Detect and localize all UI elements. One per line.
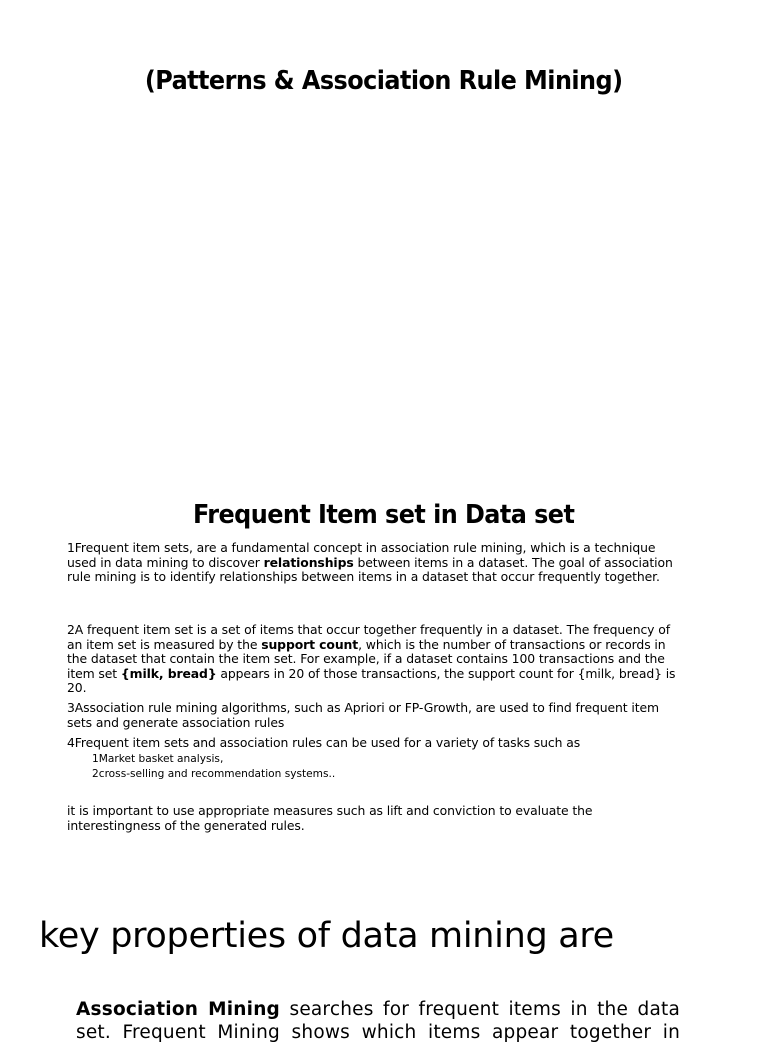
paragraph-1-text-c: between items in a dataset. The goal of association rule mining is to identify relationships between items in a dataset that occur frequently together. bbox=[67, 554, 673, 585]
section-heading: Frequent Item set in Data set bbox=[192, 500, 575, 530]
paragraph-1 bbox=[67, 541, 687, 585]
paragraph-2-text-e: appears in 20 of those transactions, the support count for {milk, bread} is 20. bbox=[67, 665, 676, 696]
paragraph-2-bold-support: support count bbox=[261, 636, 359, 652]
paragraph-4: 4Frequent item sets and association rules can be used for a variety of tasks such as bbox=[67, 735, 581, 750]
paragraph-2-bold-itemset: {milk, bread} bbox=[120, 665, 217, 681]
list-item: 1Market basket analysis, bbox=[92, 753, 224, 765]
association-mining-term: Association Mining bbox=[76, 999, 281, 1020]
paragraph-5: it is important to use appropriate measures such as lift and conviction to evaluate the interestingness of the generated rules. bbox=[67, 803, 593, 833]
paragraph-1-text-a: 1Frequent item sets, are a fundamental concept in association rule mining, which is a technique used in data mining to discover bbox=[67, 540, 656, 570]
sub-list bbox=[92, 752, 335, 782]
page-title: (Patterns & Association Rule Mining) bbox=[144, 66, 623, 96]
paragraph-1-bold: relationships bbox=[263, 554, 354, 570]
association-mining-text bbox=[76, 998, 680, 1044]
association-mining-desc: searches for frequent items in the data set. Frequent Mining shows which items appear together in bbox=[76, 999, 680, 1043]
paragraph-2 bbox=[67, 623, 687, 696]
key-properties-heading: key properties of data mining are bbox=[39, 916, 614, 956]
paragraph-3: 3Association rule mining algorithms, such as Apriori or FP-Growth, are used to find frequent item sets and generate association rules bbox=[67, 700, 659, 730]
paragraph-2-text-a: 2A frequent item set is a set of items that occur together frequently in a dataset. The frequency of an item set is measured by the bbox=[67, 622, 670, 652]
list-item: 2cross-selling and recommendation systems.. bbox=[92, 768, 336, 780]
paragraph-2-text-c: , which is the number of transactions or records in the dataset that contain the item set. For example, if a dataset contains 100 transactions and the item set bbox=[67, 636, 666, 681]
